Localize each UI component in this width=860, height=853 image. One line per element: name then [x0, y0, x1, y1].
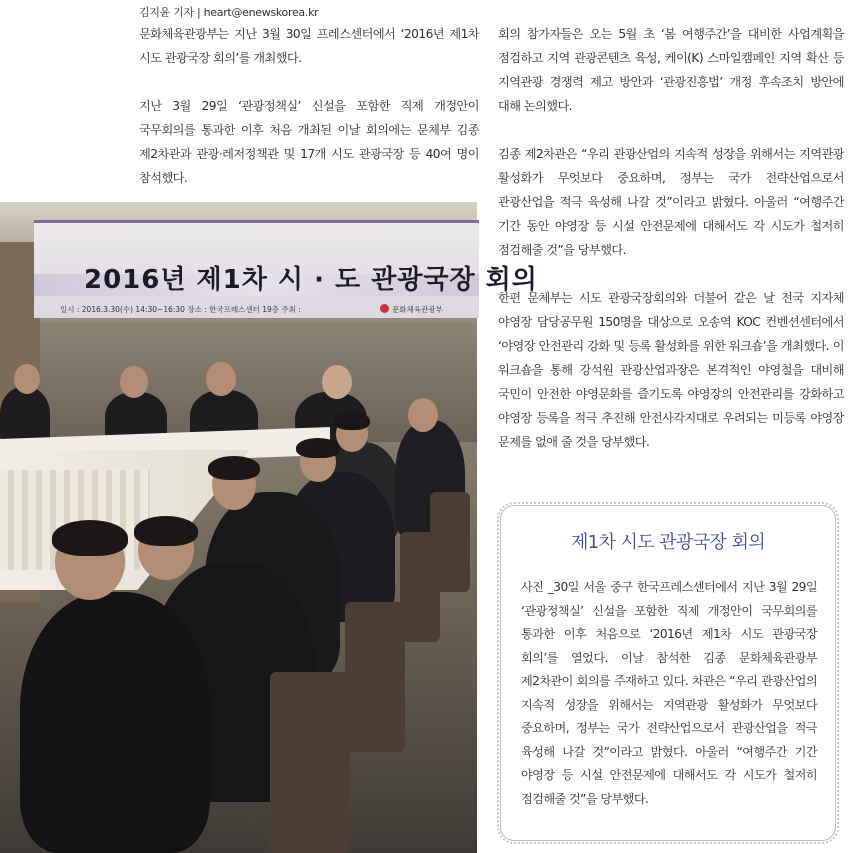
right-column [498, 22, 844, 478]
article-paragraph: 문화체육관광부는 지난 3월 30일 프레스센터에서 ‘2016년 제1차 시도 관광국장 회의’를 개최했다. [139, 27, 479, 65]
attendee-hair [134, 516, 198, 546]
caption-title: 제1차 시도 관광국장 회의 [570, 532, 766, 553]
attendee-hair [296, 438, 340, 458]
left-column [139, 22, 479, 214]
chair [345, 602, 405, 752]
byline: 김지윤 기자 | heart@enewskorea.kr [139, 6, 319, 19]
article-paragraph: 지난 3월 29일 ‘관광정책실’ 신설을 포함한 직제 개정안이 국무회의를 통과한 이후 처음 개최된 이날 회의에는 문체부 김종 제2차관과 관광·레저정책관 및 17개 시도 관광국장 등 40여 명이 참석했다. [139, 99, 479, 185]
attendee-head [120, 366, 148, 398]
attendee-head [206, 362, 236, 396]
meeting-photo [0, 202, 538, 853]
banner-organizer: 문화체육관광부 [380, 304, 443, 315]
attendee-hair [334, 412, 370, 430]
attendee-hair [208, 456, 260, 480]
attendee-head [408, 398, 438, 432]
banner-title: 2016년 제1차 시 · 도 관광국장 회의 [84, 265, 538, 295]
attendee-hair [52, 520, 128, 556]
chair [270, 672, 350, 853]
article-paragraph: 한편 문체부는 시도 관광국장회의와 더불어 같은 날 전국 지자체 야영장 담당공무원 150명을 대상으로 오송역 KOC 컨벤션센터에서 ‘야영장 안전관리 강화 및 등록 활성화를 위한 워크숍’을 개최했다. 이 워크숍을 통해 강석원 관광산업과장은 본격적인 야영철을 대비해 국민이 안전한 야영문화를 즐기도록 야영장의 안전관리를 강화하고 야영장 등록을 적극 추진해 안전사각지대로 우려되는 미등록 야영장 문제를 없애 줄 것을 당부했다. [498, 291, 844, 449]
banner-subtitle: 일시 : 2016.3.30(수) 14:30~16:30 장소 : 한국프레스센터 19층 주최 : [60, 305, 301, 314]
caption-body: 사진 _30일 서울 중구 한국프레스센터에서 지난 3월 29일 ‘관광정책실’ 신설을 포함한 직제 개정안이 국무회의를 통과한 이후 처음으로 ‘2016년 제1차 시도 관광국장 회의’를 열었다. 이날 참석한 김종 문화체육관광부 제2차관이 회의를 주재하고 있다. 차관은 “우리 관광산업의 지속적 성장을 위해서는 지역관광 활성화가 무엇보다 중요하며, 정부는 국가 전략산업으로서 관광산업을 적극 육성해 나갈 것”이라고 밝혔다. 아울러 “여행주간 기간 야영장 등 시설 안전문제에 대해서도 각 시도가 철저히 점검해줄 것”을 당부했다. [521, 580, 817, 806]
attendee-head [14, 364, 40, 394]
attendee [20, 592, 210, 853]
attendee-head [322, 365, 352, 399]
chair [430, 492, 470, 592]
article-paragraph: 김종 제2차관은 “우리 관광산업의 지속적 성장을 위해서는 지역관광 활성화가 무엇보다 중요하며, 정부는 국가 전략산업으로서 관광산업을 적극 육성해 나갈 것”이라고 밝혔다. 아울러 “여행주간 기간 동안 야영장 등 시설 안전문제에 대해서도 각 시도가 철저히 점검해줄 것”을 당부했다. [498, 147, 844, 257]
article-paragraph: 회의 참가자들은 오는 5월 초 ‘봄 여행주간’을 대비한 사업계획을 점검하고 지역 관광콘텐츠 육성, 케이(K) 스마일캠페인 지역 확산 등 지역관광 경쟁력 제고 방안과 ‘관광진흥법’ 개정 후속조치 방안에 대해 논의했다. [498, 27, 844, 113]
photo-caption-box [500, 505, 836, 841]
